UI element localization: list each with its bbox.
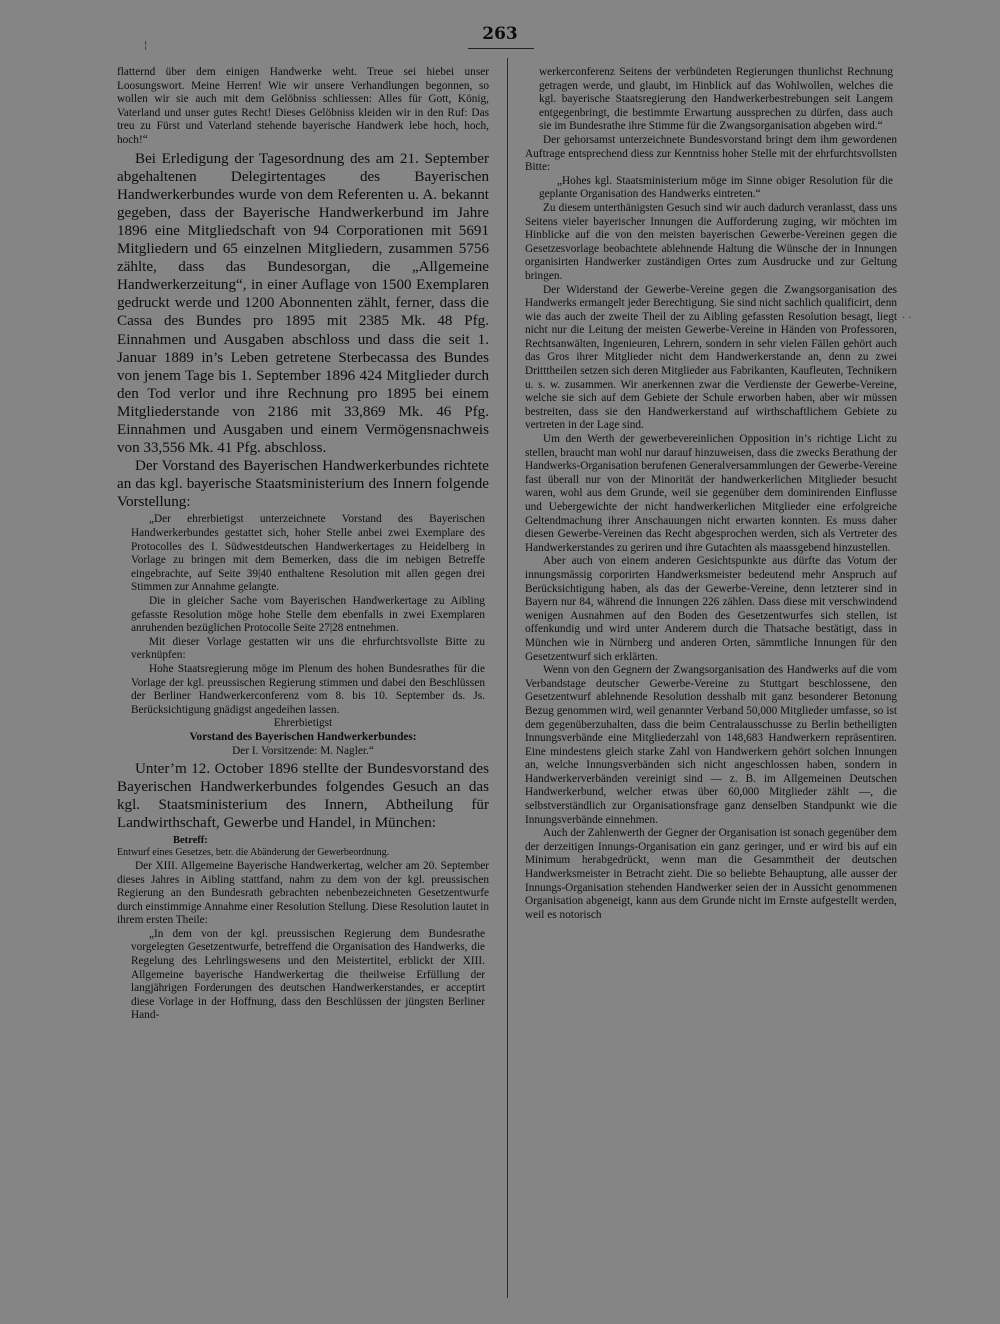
paragraph: Bei Erledigung der Tagesordnung des am 21. September abgehaltenen Delegirtentages des Bayerischen Handwerkerbundes wurde von dem Referenten u. A. bekannt gegeben, dass der Bayerische Handwerkerbund im Jahre 1896 eine Mitgliedschaft von 94 Corporationen mit 5691 Mitgliedern und 65 einzelnen Mitgliedern, zusammen 5756 zählte, dass das Bundesorgan, die „Allgemeine Handwerkerzeitung“, in einer Auflage von 1500 Exemplaren gedruckt werde und 1200 Abonnenten zählt, ferner, dass die Cassa des Bundes pro 1895 mit 2385 Mk. 48 Pfg. Einnahmen und Ausgaben abschloss und dass die seit 1. Januar 1889 in’s Leben getretene Sterbecassa des Bundes von jenem Tage bis 1. September 1896 424 Mitglieder durch den Tod verlor und ihre Rechnung pro 1895 bei einem Mitgliederstande von 2186 mit 33,869 Mk. 46 Pfg. Einnahmen und Ausgaben und einem Vermögensnachweis von 33,556 Mk. 41 Pfg. abschloss.: [117, 150, 489, 457]
closing-salutation: Ehrerbietigst: [273, 717, 333, 730]
signature-name: Der I. Vorsitzende: M. Nagler.“: [232, 744, 374, 757]
paragraph: Auch der Zahlenwerth der Gegner der Organisation ist sonach gegenüber dem der derzeitigen Innungs-Organisation ein ganz geringer, und er wird bis auf ein Minimum herabgedrückt, wenn man die Gesammtheit der deutschen Handwerksmeister in Betracht zieht. Die so beliebte Behauptung, alle ausser der Innungs-Organisation stehenden Handwerker seien der in Aussicht genommenen Organisation abgeneigt, kann aus dem Grunde nicht im Ernste aufgestellt werden, weil es notorisch: [525, 827, 897, 921]
margin-mark: ¦: [144, 40, 148, 51]
paragraph: Unter’m 12. October 1896 stellte der Bundesvorstand des Bayerischen Handwerkerbundes folgendes Gesuch an das kgl. Staatsministerium des Innern, Abtheilung für Landwirthschaft, Gewerbe und Handel, in München:: [117, 761, 489, 832]
paragraph: Wenn von den Gegnern der Zwangsorganisation des Handwerks auf die vom Verbandstage deutscher Gewerbe-Vereine zu Stuttgart beschlossene, den Gesetzentwurf ablehnende Resolution desshalb mit ganz besonderer Betonung Bezug genommen wird, weil genannter Verband 50,000 Mitglieder umfasse, so ist dem gegenüberzuhalten, dass die beim Centralausschusse zu Berlin betheiligten Innungsverbände eine Mitgliederzahl von 148,683 Handwerkern repräsentiren. Eine mindestens gleich starke Zahl von Handwerkern gehört solchen Innungen an, welche Innungsverbänden sich nicht angeschlossen haben, sondern in Handwerkerverbänden vereinigt sind — z. B. im Allgemeinen Deutschen Handwerkerbund, welcher etwas über 60,000 Mitglieder zählt —, die selbstverständlich zur Organisationsfrage ganz denselben Standpunkt wie die Innungsverbände einnehmen.: [525, 664, 897, 826]
paragraph: Der gehorsamst unterzeichnete Bundesvorstand bringt dem ihm gewordenen Auftrage entsprechend diess zur Kenntniss hoher Stelle mit der ehrfurchtsvollsten Bitte:: [525, 133, 897, 174]
quote-paragraph: Hohe Staatsregierung möge im Plenum des hohen Bundesrathes für die Vorlage der kgl. preussischen Regierung stimmen und dabei den Beschlüssen der Berliner Handwerkerconferenz vom 8. bis 10. September ds. Js. Berücksichtigung gnädigst angedeihen lassen.: [131, 662, 485, 716]
right-column: [525, 66, 897, 1296]
quote-paragraph: werkerconferenz Seitens der verbündeten Regierungen thunlichst Rechnung getragen werde, und glaubt, im Hinblick auf das Wohlwollen, welches die kgl. bayerische Staatsregierung den Handwerkerbestrebungen seit Langem entgegenbringt, die bestimmte Erwartung aussprechen zu dürfen, dass auch sie im Bundesrathe ihre Stimme für die Zwangsorganisation abgeben wird.“: [539, 66, 893, 133]
paragraph: flatternd über dem einigen Handwerke weht. Treue sei hiebei unser Loosungswort. Meine Herren! Wie wir unsere Verhandlungen begonnen, so wollen wir sie auch mit dem Gelöbniss schliessen: Alles für Gott, König, Vaterland und unser gutes Recht! Dieses Gelöbniss kleiden wir in den Ruf: Das treu zu Fürst und Vaterland stehende bayerische Handwerk lebe hoch, hoch, hoch!“: [117, 66, 489, 146]
column-divider: [507, 58, 508, 1298]
quote-paragraph: Mit dieser Vorlage gestatten wir uns die ehrfurchtsvollste Bitte zu verknüpfen:: [131, 635, 485, 662]
quote-paragraph: Die in gleicher Sache vom Bayerischen Handwerkertage zu Aibling gefasste Resolution möge hohe Stelle dem ebenfalls in zwei Exemplaren anruhenden bezüglichen Protocolle Seite 27|28 entnehmen.: [131, 595, 485, 635]
subject-text: Entwurf eines Gesetzes, betr. die Abänderung der Gewerbeordnung.: [117, 846, 390, 858]
quote-paragraph: „In dem von der kgl. preussischen Regierung dem Bundesrathe vorgelegten Gesetzentwurfe, betreffend die Organisation des Handwerks, die Regelung des Lehrlingswesens und den Meistertitel, erblickt der XIII. Allgemeine bayerische Handwerkertag die theilweise Erfüllung der langjährigen Forderungen des deutschen Handwerkerstandes, er acceptirt diese Vorlage in der Hoffnung, dass den Beschlüssen der jüngsten Berliner Hand-: [131, 927, 485, 1022]
subject-heading: Betreff:: [173, 834, 208, 846]
quote-paragraph: „Hohes kgl. Staatsministerium möge im Sinne obiger Resolution für die geplante Organisation des Handwerks eintreten.“: [539, 174, 893, 201]
paragraph: Der Widerstand der Gewerbe-Vereine gegen die Zwangsorganisation des Handwerks ermangelt jeder Berechtigung. Sie sind nicht sachlich qualificirt, denn wie das auch der zweite Theil der zu Aibling gefassten Resolution besagt, liegt nicht nur die Leitung der meisten Gewerbe-Vereine in Händen von Professoren, Rechtsanwälten, Ingenieuren, Lehrern, sondern in sehr vielen Fällen gehört auch das Gros ihrer Mitglieder nicht dem Handwerkerstande an, denn zu zwei Dritttheilen setzen sich deren Mitglieder aus Fabrikanten, Kaufleuten, Technikern u. s. w. zusammen. Wir anerkennen zwar die Verdienste der Gewerbe-Vereine, welche sie sich auf dem Gebiete der Schule erworben haben, aber wir müssen bestreiten, dass sie den Handwerkerstand auf wirthschaftlichem Gebiete zu vertreten in der Lage sind.: [525, 283, 897, 432]
page-number: 263: [482, 24, 518, 44]
paragraph: Der XIII. Allgemeine Bayerische Handwerkertag, welcher am 20. September dieses Jahres in Aibling stattfand, nahm zu dem von der kgl. preussischen Regierung an den Bundesrath gebrachten nebenbezeichneten Gesetzentwurfe durch einstimmige Annahme einer Resolution Stellung. Diese Resolution lautet in ihrem ersten Theile:: [117, 859, 489, 927]
paragraph: Der Vorstand des Bayerischen Handwerkerbundes richtete an das kgl. bayerische Staatsministerium des Innern folgende Vorstellung:: [117, 458, 489, 511]
left-column: [117, 66, 489, 1292]
paragraph: Aber auch von einem anderen Gesichtspunkte aus dürfte das Votum der innungsmässig corporirten Handwerksmeister bedeutend mehr Anspruch auf Berücksichtigung haben, als das der Gewerbe-Vereine, denn letzterer sind in Bayern nur 84, während die Innungen 226 zählen. Dass diese mit verschwindend wenigen Ausnahmen auf den Boden des Gesetzentwurfes sich stellen, ist offenkundig und wird unter Anderem durch die Thatsache bestätigt, dass in München wie in Nürnberg und anderen Orten, sämmtliche Innungen für den Gesetzentwurf sich erklärten.: [525, 555, 897, 663]
header-rule: [468, 48, 534, 49]
quote-paragraph: „Der ehrerbietigst unterzeichnete Vorstand des Bayerischen Handwerkerbundes gestattet sich, hoher Stelle anbei zwei Exemplare des Protocolles des I. Südwestdeutschen Handwerkertages zu Heidelberg in Vorlage zu bringen mit dem Bemerken, dass die im nebigen Betreffe eingebrachte, auf Seite 39|40 enthaltene Resolution mit allen gegen drei Stimmen zur Annahme gelangte.: [131, 513, 485, 594]
signature-org: Vorstand des Bayerischen Handwerkerbundes:: [189, 730, 417, 743]
paragraph: Zu diesem unterthänigsten Gesuch sind wir auch dadurch veranlasst, dass uns Seitens vieler bayerischer Innungen die Aufforderung zuging, wir möchten im Hinblicke auf die von den meisten bayerischen Gewerbe-Vereinen gegen die Gesetzesvorlage beobachtete ablehnende Haltung die Wünsche der in Innungen organisirten Handwerker zuständigen Ortes zum Ausdrucke und zur Geltung bringen.: [525, 201, 897, 282]
margin-mark: · ·: [902, 313, 912, 324]
paragraph: Um den Werth der gewerbevereinlichen Opposition in’s richtige Licht zu stellen, braucht man wohl nur darauf hinzuweisen, dass die zwecks Berathung der Handwerks-Organisation berufenen Generalversammlungen der Gewerbe-Vereine fast überall nur von der Minorität der handwerkerlichen Mitglieder besucht waren, wohl aus dem Grunde, weil sie gegenüber dem dominirenden Einflusse und Uebergewichte der nicht handwerkerlichen Mitglieder eine erfolgreiche Geltendmachung ihrer Anschauungen nicht erwarten konnten. Es muss daher diesen Gewerbe-Vereinen das Recht abgesprochen werden, sich als Vertreter des Handwerkerstandes zu geriren und ihre Gutachten als maassgebend hinzustellen.: [525, 433, 897, 554]
